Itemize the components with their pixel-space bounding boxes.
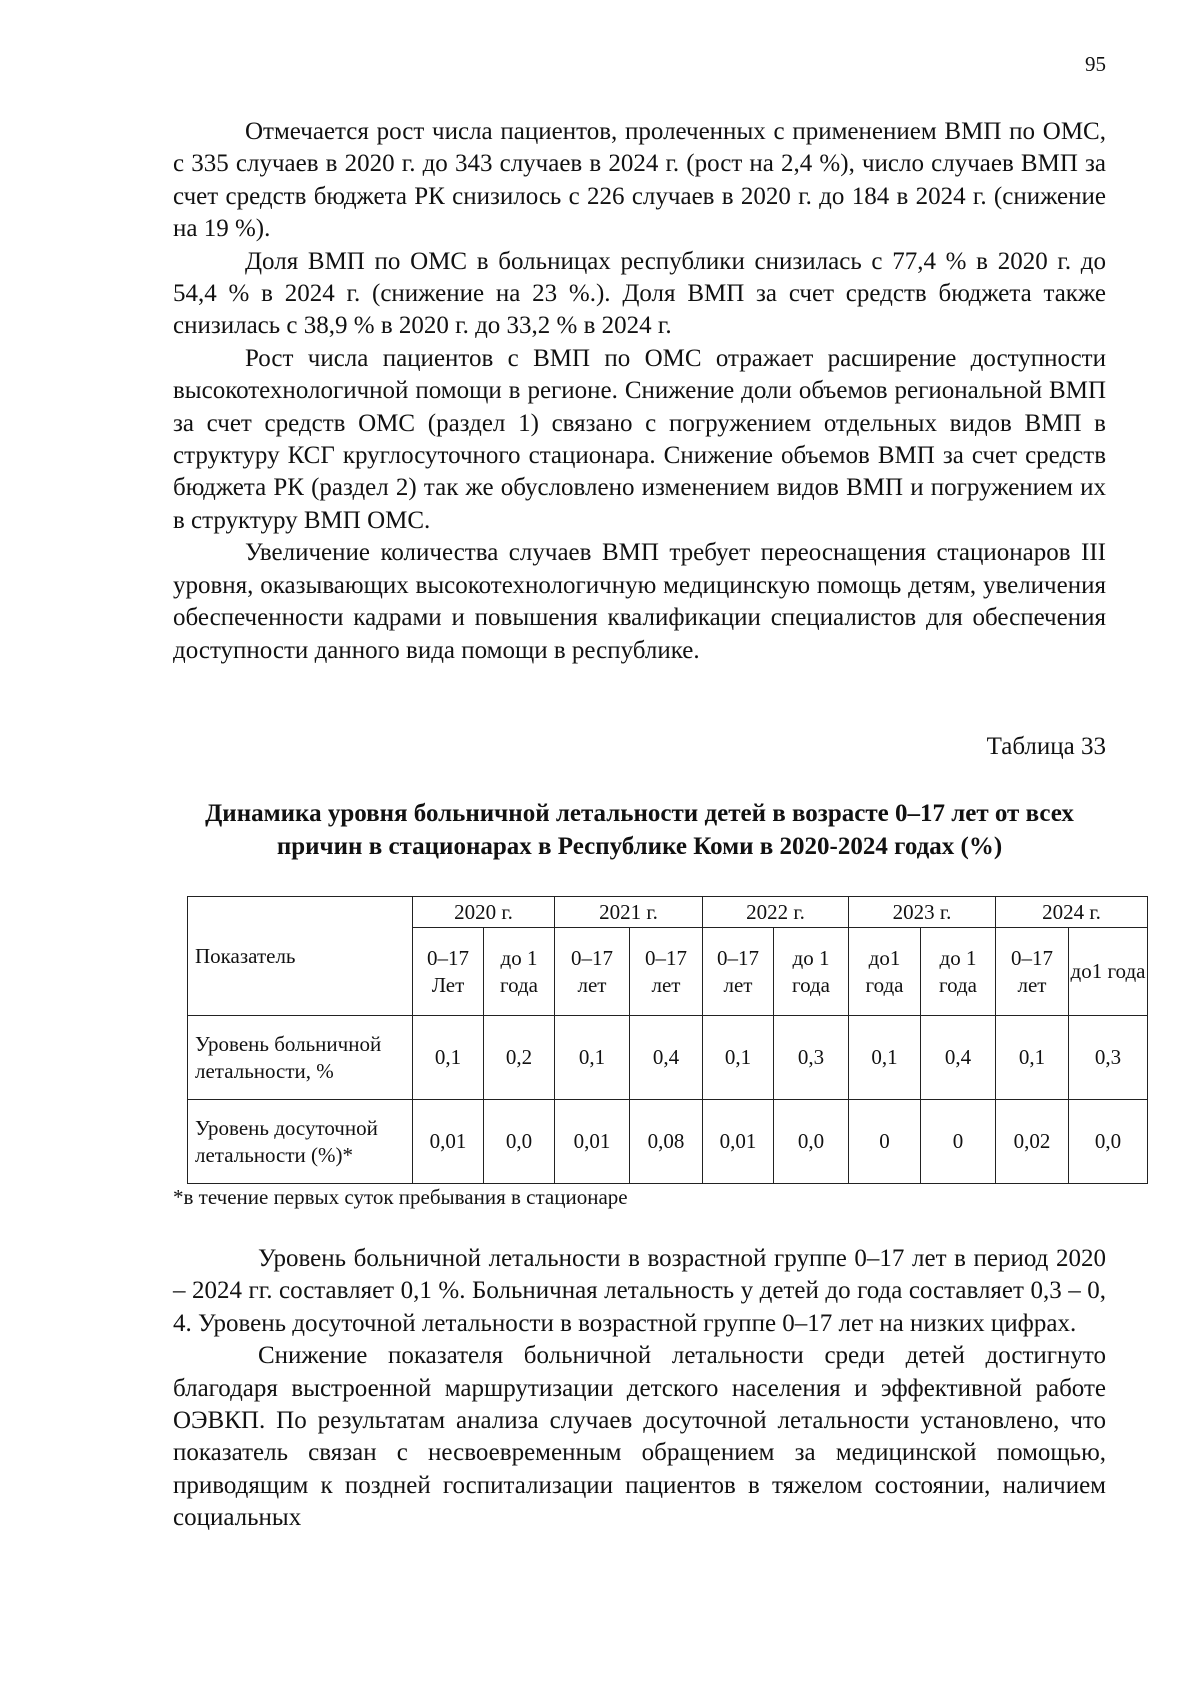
age-group-header: 0–17 лет (703, 928, 774, 1016)
paragraph: Доля ВМП по ОМС в больницах республики снизилась с 77,4 % в 2020 г. до 54,4 % в 2024 г. (снижение на 23 %.). Доля ВМП за счет средств бюджета также снизилась с 38,9 % в 2020 г. до 33,2 % в 2024 г. (173, 247, 1106, 340)
table-cell: 0,01 (413, 1100, 484, 1184)
table-cell: 0,1 (413, 1016, 484, 1100)
table-cell: 0,4 (630, 1016, 703, 1100)
year-header: 2020 г. (413, 897, 555, 928)
year-header: 2024 г. (996, 897, 1148, 928)
table-cell: 0,01 (555, 1100, 630, 1184)
row-label: Уровень досуточной летальности (%)* (188, 1100, 413, 1184)
age-group-header: до 1 года (484, 928, 555, 1016)
paragraph: Уровень больничной летальности в возрастной группе 0–17 лет в период 2020 – 2024 гг. составляет 0,1 %. Больничная летальность у детей до года составляет 0,3 – 0, 4. Уровень досуточной летальности в возрастной группе 0–17 лет на низких цифрах. (173, 1245, 1106, 1337)
paragraph: Увеличение количества случаев ВМП требует переоснащения стационаров III уровня, оказывающих высокотехнологичную медицинскую помощь детям, увеличения обеспеченности кадрами и повышения квалификации специалистов для обеспечения доступности данного вида помощи в республике. (173, 539, 1106, 664)
mortality-table (187, 896, 1148, 1184)
table-cell: 0,0 (1069, 1100, 1148, 1184)
year-header-row (188, 897, 1148, 928)
table-row (188, 1016, 1148, 1100)
table-cell: 0,4 (921, 1016, 996, 1100)
paragraph: Отмечается рост числа пациентов, пролеченных с применением ВМП по ОМС, с 335 случаев в 2020 г. до 343 случаев в 2024 г. (рост на 2,4 %), число случаев ВМП за счет средств бюджета РК снизилось с 226 случаев в 2020 г. до 184 в 2024 г. (снижение на 19 %). (173, 118, 1106, 243)
table-cell: 0,01 (703, 1100, 774, 1184)
mortality-table-container (187, 896, 1147, 1184)
table-cell: 0,1 (555, 1016, 630, 1100)
age-group-header: до 1 года (921, 928, 996, 1016)
table-cell: 0,3 (774, 1016, 849, 1100)
year-header: 2022 г. (703, 897, 849, 928)
table-cell: 0 (921, 1100, 996, 1184)
conclusion-text (173, 1243, 1106, 1535)
age-group-header: до 1 года (774, 928, 849, 1016)
paragraph: Рост числа пациентов с ВМП по ОМС отражает расширение доступности высокотехнологичной помощи в регионе. Снижение доли объемов региональной ВМП за счет средств ОМС (раздел 1) связано с погружением отдельных видов ВМП в структуру КСГ круглосуточного стационара. Снижение объемов ВМП за счет средств бюджета РК (раздел 2) так же обусловлено изменением видов ВМП и погружением их в структуру ВМП ОМС. (173, 344, 1106, 534)
table-row (188, 1100, 1148, 1184)
age-group-header: до1 года (849, 928, 921, 1016)
page-number: 95 (1085, 52, 1106, 76)
row-header-cell: Показатель (188, 897, 413, 1016)
age-group-header: до1 года (1069, 928, 1148, 1016)
table-label: Таблица 33 (986, 733, 1106, 760)
year-header: 2023 г. (849, 897, 996, 928)
paragraph: Снижение показателя больничной летальности среди детей достигнуто благодаря выстроенной маршрутизации детского населения и эффективной работе ОЭВКП. По результатам анализа случаев досуточной летальности установлено, что показатель связан с несвоевременным обращением за медицинской помощью, приводящим к поздней госпитализации пациентов в тяжелом состоянии, наличием социальных (173, 1342, 1106, 1532)
table-title: Динамика уровня больничной летальности детей в возрасте 0–17 лет от всех причин в стационарах в Республике Коми в 2020-2024 годах (%) (205, 800, 1074, 860)
age-group-header: 0–17 лет (630, 928, 703, 1016)
table-cell: 0 (849, 1100, 921, 1184)
year-header: 2021 г. (555, 897, 703, 928)
row-label: Уровень больничной летальности, % (188, 1016, 413, 1100)
age-group-header: 0–17 лет (555, 928, 630, 1016)
table-cell: 0,02 (996, 1100, 1069, 1184)
age-group-header: 0–17 лет (996, 928, 1069, 1016)
table-cell: 0,08 (630, 1100, 703, 1184)
table-footnote: *в течение первых суток пребывания в стационаре (173, 1185, 628, 1209)
table-cell: 0,3 (1069, 1016, 1148, 1100)
table-cell: 0,0 (484, 1100, 555, 1184)
table-cell: 0,1 (996, 1016, 1069, 1100)
table-cell: 0,0 (774, 1100, 849, 1184)
table-cell: 0,2 (484, 1016, 555, 1100)
table-cell: 0,1 (703, 1016, 774, 1100)
age-group-header: 0–17 Лет (413, 928, 484, 1016)
table-cell: 0,1 (849, 1016, 921, 1100)
intro-text (173, 116, 1106, 667)
